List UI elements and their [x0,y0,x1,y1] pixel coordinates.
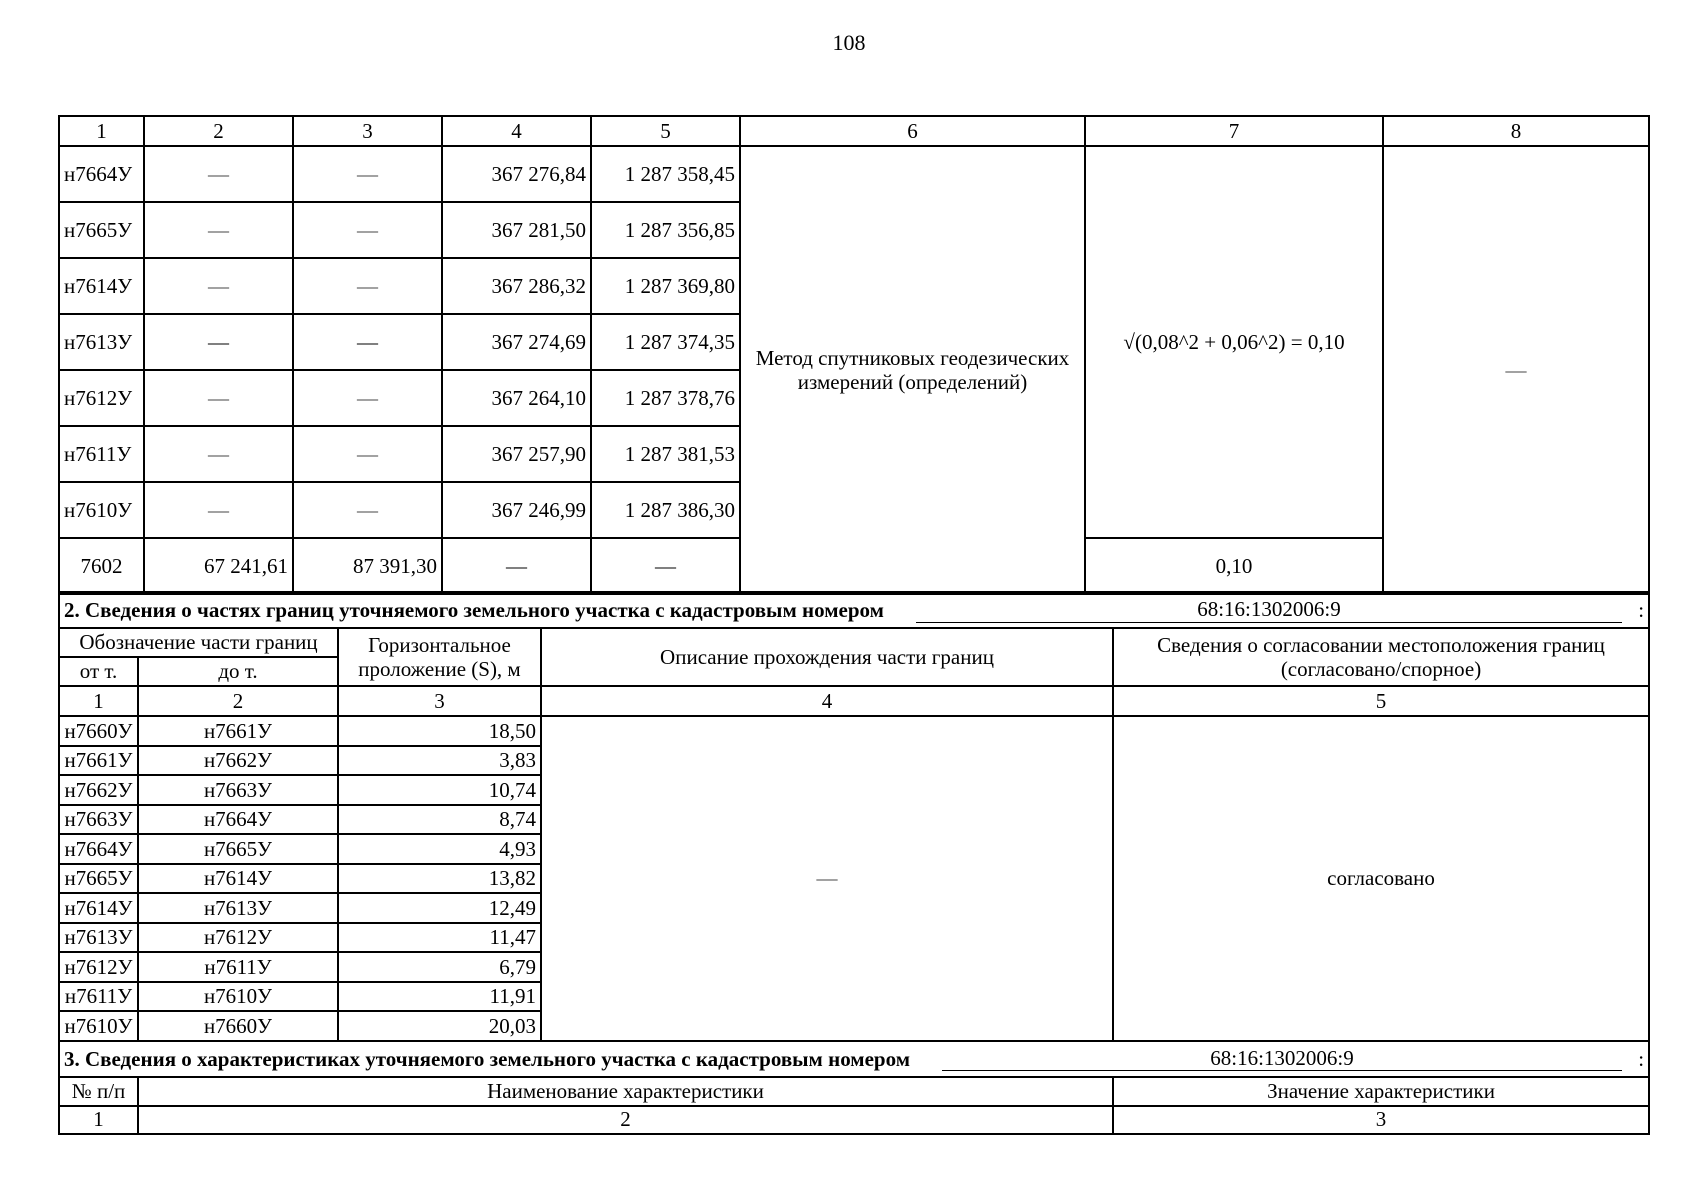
old-y: — [293,202,442,258]
distance: 4,93 [338,834,541,864]
point-name: 7602 [59,538,144,594]
boundary-parts-table [58,591,1650,1135]
point-name: н7610У [59,482,144,538]
to-point: н7610У [138,982,338,1012]
column-number: 3 [1113,1106,1649,1134]
coord-y: 1 287 358,45 [591,146,740,202]
old-x: — [144,426,293,482]
to-point: н7662У [138,746,338,776]
section-2-title: 2. Сведения о частях границ уточняемого земельного участка с кадастровым номером [64,598,884,623]
coord-y: 1 287 386,30 [591,482,740,538]
to-point-header: до т. [138,657,338,686]
coord-y: 1 287 356,85 [591,202,740,258]
column-number: 4 [442,116,591,146]
column-number: 2 [138,686,338,716]
from-point-header: от т. [59,657,138,686]
colon: : [1638,1046,1645,1071]
coordinates-table [58,115,1650,595]
header-row [59,628,1649,657]
old-y: — [293,146,442,202]
colon: : [1638,598,1645,623]
coord-x: 367 281,50 [442,202,591,258]
coord-x: 367 246,99 [442,482,591,538]
column-number: 1 [59,1106,138,1134]
old-y: — [293,426,442,482]
coord-x: 367 286,32 [442,258,591,314]
characteristic-name-header: Наименование характеристики [138,1077,1113,1106]
old-y: 87 391,30 [293,538,442,594]
section-3-heading-row [59,1041,1649,1077]
old-x: 67 241,61 [144,538,293,594]
from-point: н7611У [59,982,138,1012]
column-number: 1 [59,686,138,716]
from-point: н7614У [59,893,138,923]
horizontal-distance-header: Горизонтальное проложение (S), м [338,628,541,686]
column-number: 1 [59,116,144,146]
to-point: н7665У [138,834,338,864]
old-y: — [293,258,442,314]
coord-y: — [591,538,740,594]
description-value: — [541,716,1113,1041]
distance: 12,49 [338,893,541,923]
coord-y: 1 287 374,35 [591,314,740,370]
column-number: 5 [591,116,740,146]
coord-y: 1 287 378,76 [591,370,740,426]
agreement-header: Сведения о согласовании местоположения границ (согласовано/спорное) [1113,628,1649,686]
from-point: н7664У [59,834,138,864]
from-point: н7660У [59,716,138,746]
distance: 20,03 [338,1011,541,1041]
point-name: н7612У [59,370,144,426]
to-point: н7614У [138,864,338,894]
old-x: — [144,258,293,314]
coord-x: — [442,538,591,594]
old-x: — [144,146,293,202]
from-point: н7661У [59,746,138,776]
column-number: 7 [1085,116,1383,146]
to-point: н7612У [138,923,338,953]
point-name: н7664У [59,146,144,202]
distance: 8,74 [338,805,541,835]
cadastral-number: 68:16:1302006:9 [916,597,1622,622]
number-header: № п/п [59,1077,138,1106]
old-y: — [293,370,442,426]
coord-x: 367 264,10 [442,370,591,426]
coord-x: 367 276,84 [442,146,591,202]
page-number: 108 [832,30,866,55]
point-name: н7665У [59,202,144,258]
table-row [59,716,1649,746]
to-point: н7611У [138,952,338,982]
column-number: 8 [1383,116,1649,146]
table-row [59,146,1649,202]
old-x: — [144,314,293,370]
coord-y: 1 287 381,53 [591,426,740,482]
section-2-heading-row [59,592,1649,628]
coord-x: 367 257,90 [442,426,591,482]
old-x: — [144,482,293,538]
distance: 3,83 [338,746,541,776]
method-cell: Метод спутниковых геодезических измерений (определений) [740,146,1085,594]
old-y: — [293,314,442,370]
from-point: н7662У [59,775,138,805]
to-point: н7663У [138,775,338,805]
point-name: н7613У [59,314,144,370]
agreement-value: согласовано [1113,716,1649,1041]
column-number-row [59,686,1649,716]
column-number-row [59,1106,1649,1134]
header-row [59,1077,1649,1106]
old-x: — [144,370,293,426]
to-point: н7661У [138,716,338,746]
section-3-title: 3. Сведения о характеристиках уточняемого земельного участка с кадастровым номером [64,1046,911,1071]
from-point: н7612У [59,952,138,982]
distance: 18,50 [338,716,541,746]
description-header: Описание прохождения части границ [541,628,1113,686]
column-number-row [59,116,1649,146]
column-number: 6 [740,116,1085,146]
from-point: н7665У [59,864,138,894]
old-y: — [293,482,442,538]
from-point: н7610У [59,1011,138,1041]
old-x: — [144,202,293,258]
column-8-value: — [1383,146,1649,594]
point-name: н7611У [59,426,144,482]
distance: 6,79 [338,952,541,982]
column-number: 2 [138,1106,1113,1134]
column-number: 5 [1113,686,1649,716]
column-number: 3 [338,686,541,716]
to-point: н7664У [138,805,338,835]
column-number: 2 [144,116,293,146]
accuracy-formula: √(0,08^2 + 0,06^2) = 0,10 [1085,146,1383,538]
part-designation-header: Обозначение части границ [59,628,338,657]
to-point: н7660У [138,1011,338,1041]
column-number: 3 [293,116,442,146]
from-point: н7663У [59,805,138,835]
characteristic-value-header: Значение характеристики [1113,1077,1649,1106]
coord-x: 367 274,69 [442,314,591,370]
from-point: н7613У [59,923,138,953]
distance: 11,91 [338,982,541,1012]
distance: 13,82 [338,864,541,894]
cadastral-number: 68:16:1302006:9 [942,1046,1622,1071]
coord-y: 1 287 369,80 [591,258,740,314]
accuracy-value: 0,10 [1085,538,1383,594]
point-name: н7614У [59,258,144,314]
column-number: 4 [541,686,1113,716]
to-point: н7613У [138,893,338,923]
distance: 11,47 [338,923,541,953]
distance: 10,74 [338,775,541,805]
